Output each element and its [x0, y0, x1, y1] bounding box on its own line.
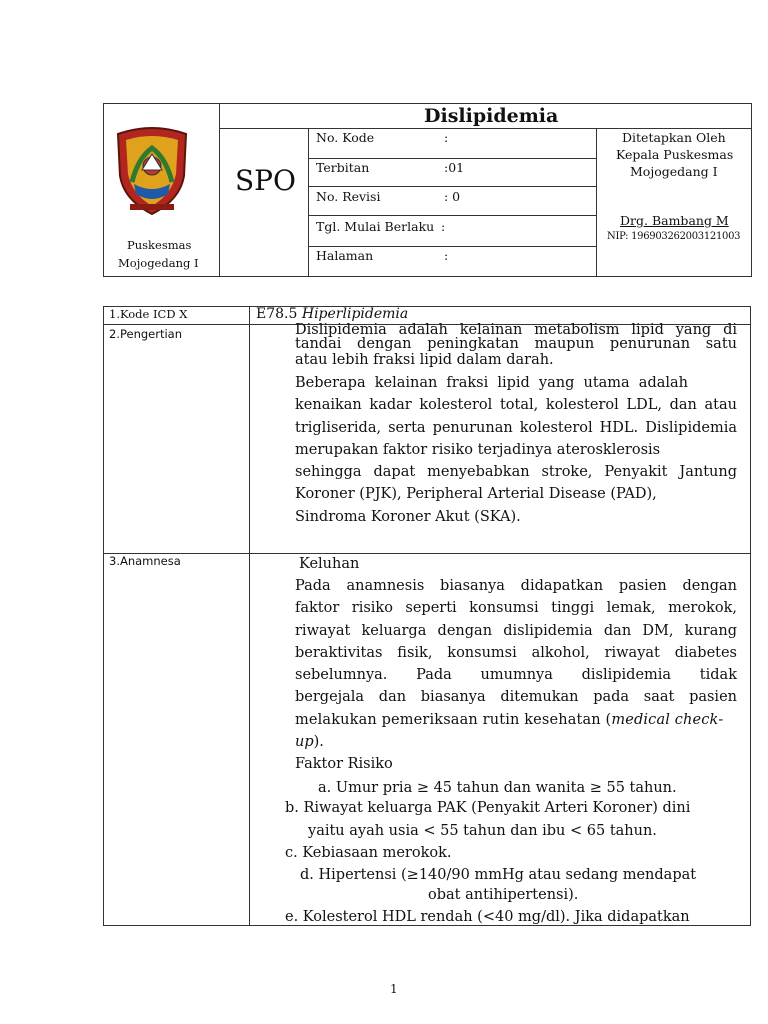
faktor-risiko-heading: Faktor Risiko: [295, 756, 393, 773]
org-name-line2: Mojogedang I: [118, 256, 199, 270]
pengertian-line: trigliserida, serta penurunan kolesterol HDL. Dislipidemia: [295, 419, 737, 436]
pengertian-line: tandai dengan peningkatan maupun penurunan satu: [295, 336, 737, 352]
risk-item-d-cont: obat antihipertensi).: [428, 887, 579, 903]
row-kode-icd-label: 1.Kode ICD X: [109, 307, 188, 321]
anamnesa-line-medical: melakukan pemeriksaan rutin kesehatan (medical check-: [295, 711, 724, 728]
anamnesa-line: sebelumnya. Pada umumnya dislipidemia tidak: [295, 667, 737, 684]
pengertian-line: sehingga dapat menyebabkan stroke, Penyakit Jantung: [295, 464, 737, 481]
up-italic: up: [295, 734, 314, 751]
field-no-kode-label: No. Kode: [316, 130, 375, 145]
anamnesa-line: Pada anamnesis biasanya didapatkan pasien dengan: [295, 578, 737, 594]
anamnesa-text: [295, 575, 737, 776]
pengertian-line: Koroner (PJK), Peripheral Arterial Disease (PAD),: [295, 486, 657, 503]
approval-line2: Kepala Puskesmas: [616, 147, 734, 162]
signer-name: Drg. Bambang M: [620, 213, 729, 228]
anamnesa-line: beraktivitas fisik, konsumsi alkohol, riwayat diabetes: [295, 644, 737, 661]
field-terbitan-value: :01: [444, 160, 465, 175]
approval-line1: Ditetapkan Oleh: [622, 130, 726, 145]
spo-label: SPO: [235, 164, 296, 197]
field-halaman-label: Halaman: [316, 248, 374, 263]
field-terbitan-label: Terbitan: [316, 160, 370, 175]
risk-item-d: d. Hipertensi (≥140/90 mmHg atau sedang mendapat: [300, 867, 697, 883]
pengertian-line: merupakan faktor risiko terjadinya aterosklerosis: [295, 441, 661, 458]
page-number: 1: [390, 982, 398, 996]
risk-item-e: e. Kolesterol HDL rendah (<40 mg/dl). Jika didapatkan: [285, 909, 690, 925]
puskesmas-logo: [112, 124, 192, 216]
pengertian-line: atau lebih fraksi lipid dalam darah.: [295, 352, 554, 368]
approval-line3: Mojogedang I: [630, 164, 718, 179]
risk-item-b-cont: yaitu ayah usia < 55 tahun dan ibu < 65 tahun.: [308, 823, 657, 839]
field-no-kode-value: :: [444, 130, 449, 145]
row-pengertian-label: 2.Pengertian: [109, 327, 183, 341]
field-tgl-mulai-label: Tgl. Mulai Berlaku: [316, 219, 435, 234]
pengertian-line: Sindroma Koroner Akut (SKA).: [295, 508, 521, 525]
row-anamnesa-label: 3.Anamnesa: [109, 554, 181, 568]
risk-item-a: a. Umur pria ≥ 45 tahun dan wanita ≥ 55 tahun.: [318, 780, 677, 796]
anamnesa-line-up: up).: [295, 734, 324, 751]
row-kode-icd-value: [256, 306, 408, 322]
anamnesa-line: bergejala dan biasanya ditemukan pada saat pasien: [295, 689, 737, 706]
pengertian-line: Dislipidemia adalah kelainan metabolism lipid yang di: [295, 322, 737, 338]
icd-code: E78.5: [256, 306, 298, 322]
icd-name: Hiperlipidemia: [301, 306, 409, 322]
anamnesa-line: faktor risiko seperti konsumsi tinggi lemak, merokok,: [295, 600, 737, 617]
field-tgl-mulai-value: :: [441, 219, 446, 234]
pengertian-line: kenaikan kadar kolesterol total, kolesterol LDL, dan atau: [295, 397, 737, 414]
pengertian-text: [295, 323, 737, 528]
field-halaman-value: :: [444, 248, 449, 263]
document-title: Dislipidemia: [424, 105, 559, 127]
keluhan-heading: Keluhan: [299, 556, 360, 572]
org-name-line1: Puskesmas: [127, 238, 192, 252]
signer-nip: NIP: 196903262003121003: [607, 231, 741, 242]
anamnesa-line: riwayat keluarga dengan dislipidemia dan DM, kurang: [295, 622, 737, 639]
risk-item-b: b. Riwayat keluarga PAK (Penyakit Arteri Koroner) dini: [285, 800, 691, 816]
risk-item-c: c. Kebiasaan merokok.: [285, 845, 452, 861]
field-no-revisi-label: No. Revisi: [316, 189, 381, 204]
pengertian-line: Beberapa kelainan fraksi lipid yang utama adalah: [295, 375, 688, 391]
field-no-revisi-value: : 0: [444, 189, 461, 204]
medical-check-italic: medical check-: [611, 711, 724, 728]
